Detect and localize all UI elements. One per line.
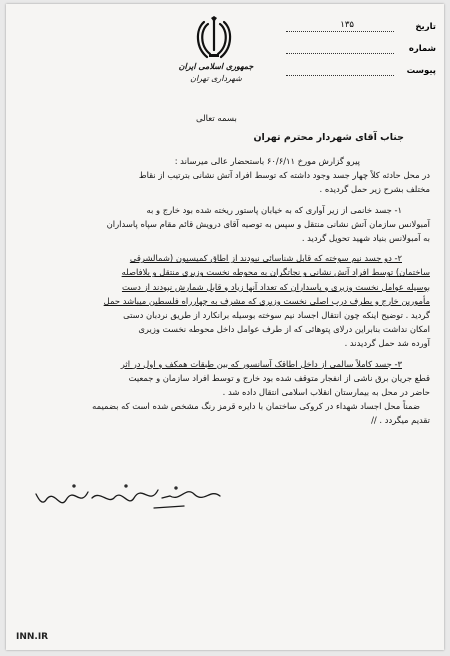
date-field — [286, 22, 436, 32]
watermark: INN.IR — [16, 632, 49, 642]
body-line: ساختمان) توسط افراد آتش نشانی و نجاتگران به محوطه نخست وزیری منتقل و بلافاصله — [121, 267, 430, 278]
date-line — [286, 22, 394, 32]
attachment-field — [286, 66, 436, 76]
body-line: ضمناً محل اجساد شهداء در کروکی ساختمان با دایره قرمز رنگ مشخص شده است که بضمیمه — [92, 401, 420, 412]
attachment-label: پیوست — [406, 66, 436, 76]
number-label: شماره — [408, 44, 436, 54]
body-line: امکان نداشت بنابراین درلای پتوهائی که از طرف عوامل داخل محوطه نخست وزیری — [138, 324, 430, 335]
body-line: قطع جریان برق ناشی از انفجار متوقف شده بود خارج و توسط افراد سازمان و جمعیت — [128, 372, 430, 383]
addressee: جناب آقای شهردار محترم تهران — [253, 132, 404, 143]
body-line: به آمبولانس بنیاد شهید تحویل گردید . — [301, 233, 430, 244]
attachment-line — [286, 66, 394, 76]
body-line: ۲- دو جسد نیم سوخته که قابل شناسائی نبودند از اطاق کمیسیون (شمالشرقی — [129, 253, 402, 264]
body-line: آورده شد حمل گردیدند . — [344, 338, 430, 349]
body-line: ۱- جسد خانمی از زیر آواری که به خیابان پاستور ریخته شده بود خارج و به — [146, 204, 402, 215]
signature — [34, 480, 224, 514]
body-line: ۳- جسد کاملاً سالمی از داخل اطاقک آسانسور که بین طبقات همکف و اول در اثر — [120, 358, 402, 369]
body-line: مأمورین خارج و بطرف درب اصلی نخست وزیری که مشرف به چهارراه فلسطین میباشد حمل — [103, 295, 430, 306]
body-line: بوسیله عوامل نخست وزیری و پاسداران که تعداد آنها زیاد و قابل شمارش نبودند از دست — [121, 281, 430, 292]
document-page — [6, 4, 444, 650]
body-line: در محل حادثه کلاً چهار جسد وجود داشته که توسط افراد آتش نشانی بترتیب از نقاط — [138, 170, 430, 181]
body-line: گردید . توضیح اینکه چون انتقال اجساد نیم سوخته بوسیله برانکارد از طریق نردبان دستی — [123, 310, 430, 321]
body-line: مختلف بشرح زیر حمل گردیده . — [319, 184, 430, 195]
municipality-name: شهرداری تهران — [190, 74, 242, 83]
organization-name: جمهوری اسلامی ایران — [178, 62, 254, 71]
number-line — [286, 44, 394, 54]
body-line: حاضر در محل به بیمارستان انقلاب اسلامی انتقال داده شد . — [222, 387, 430, 398]
date-label: تاریخ — [415, 22, 436, 32]
body-line: تقدیم میگردد . // — [371, 415, 430, 426]
body-line: پیرو گزارش مورخ ۶۰/۶/۱۱ باستحضار عالی میرساند : — [174, 156, 360, 166]
letter-body — [22, 154, 430, 428]
iran-emblem-icon — [194, 16, 234, 62]
date-value: ۱۳۵ — [340, 20, 354, 30]
number-field — [286, 44, 436, 54]
basmala: بسمه تعالی — [196, 114, 237, 124]
body-line: آمبولانس سازمان آتش نشانی منتقل و سپس به توصیه آقای درویش قائم مقام سپاه پاسداران — [106, 218, 430, 229]
